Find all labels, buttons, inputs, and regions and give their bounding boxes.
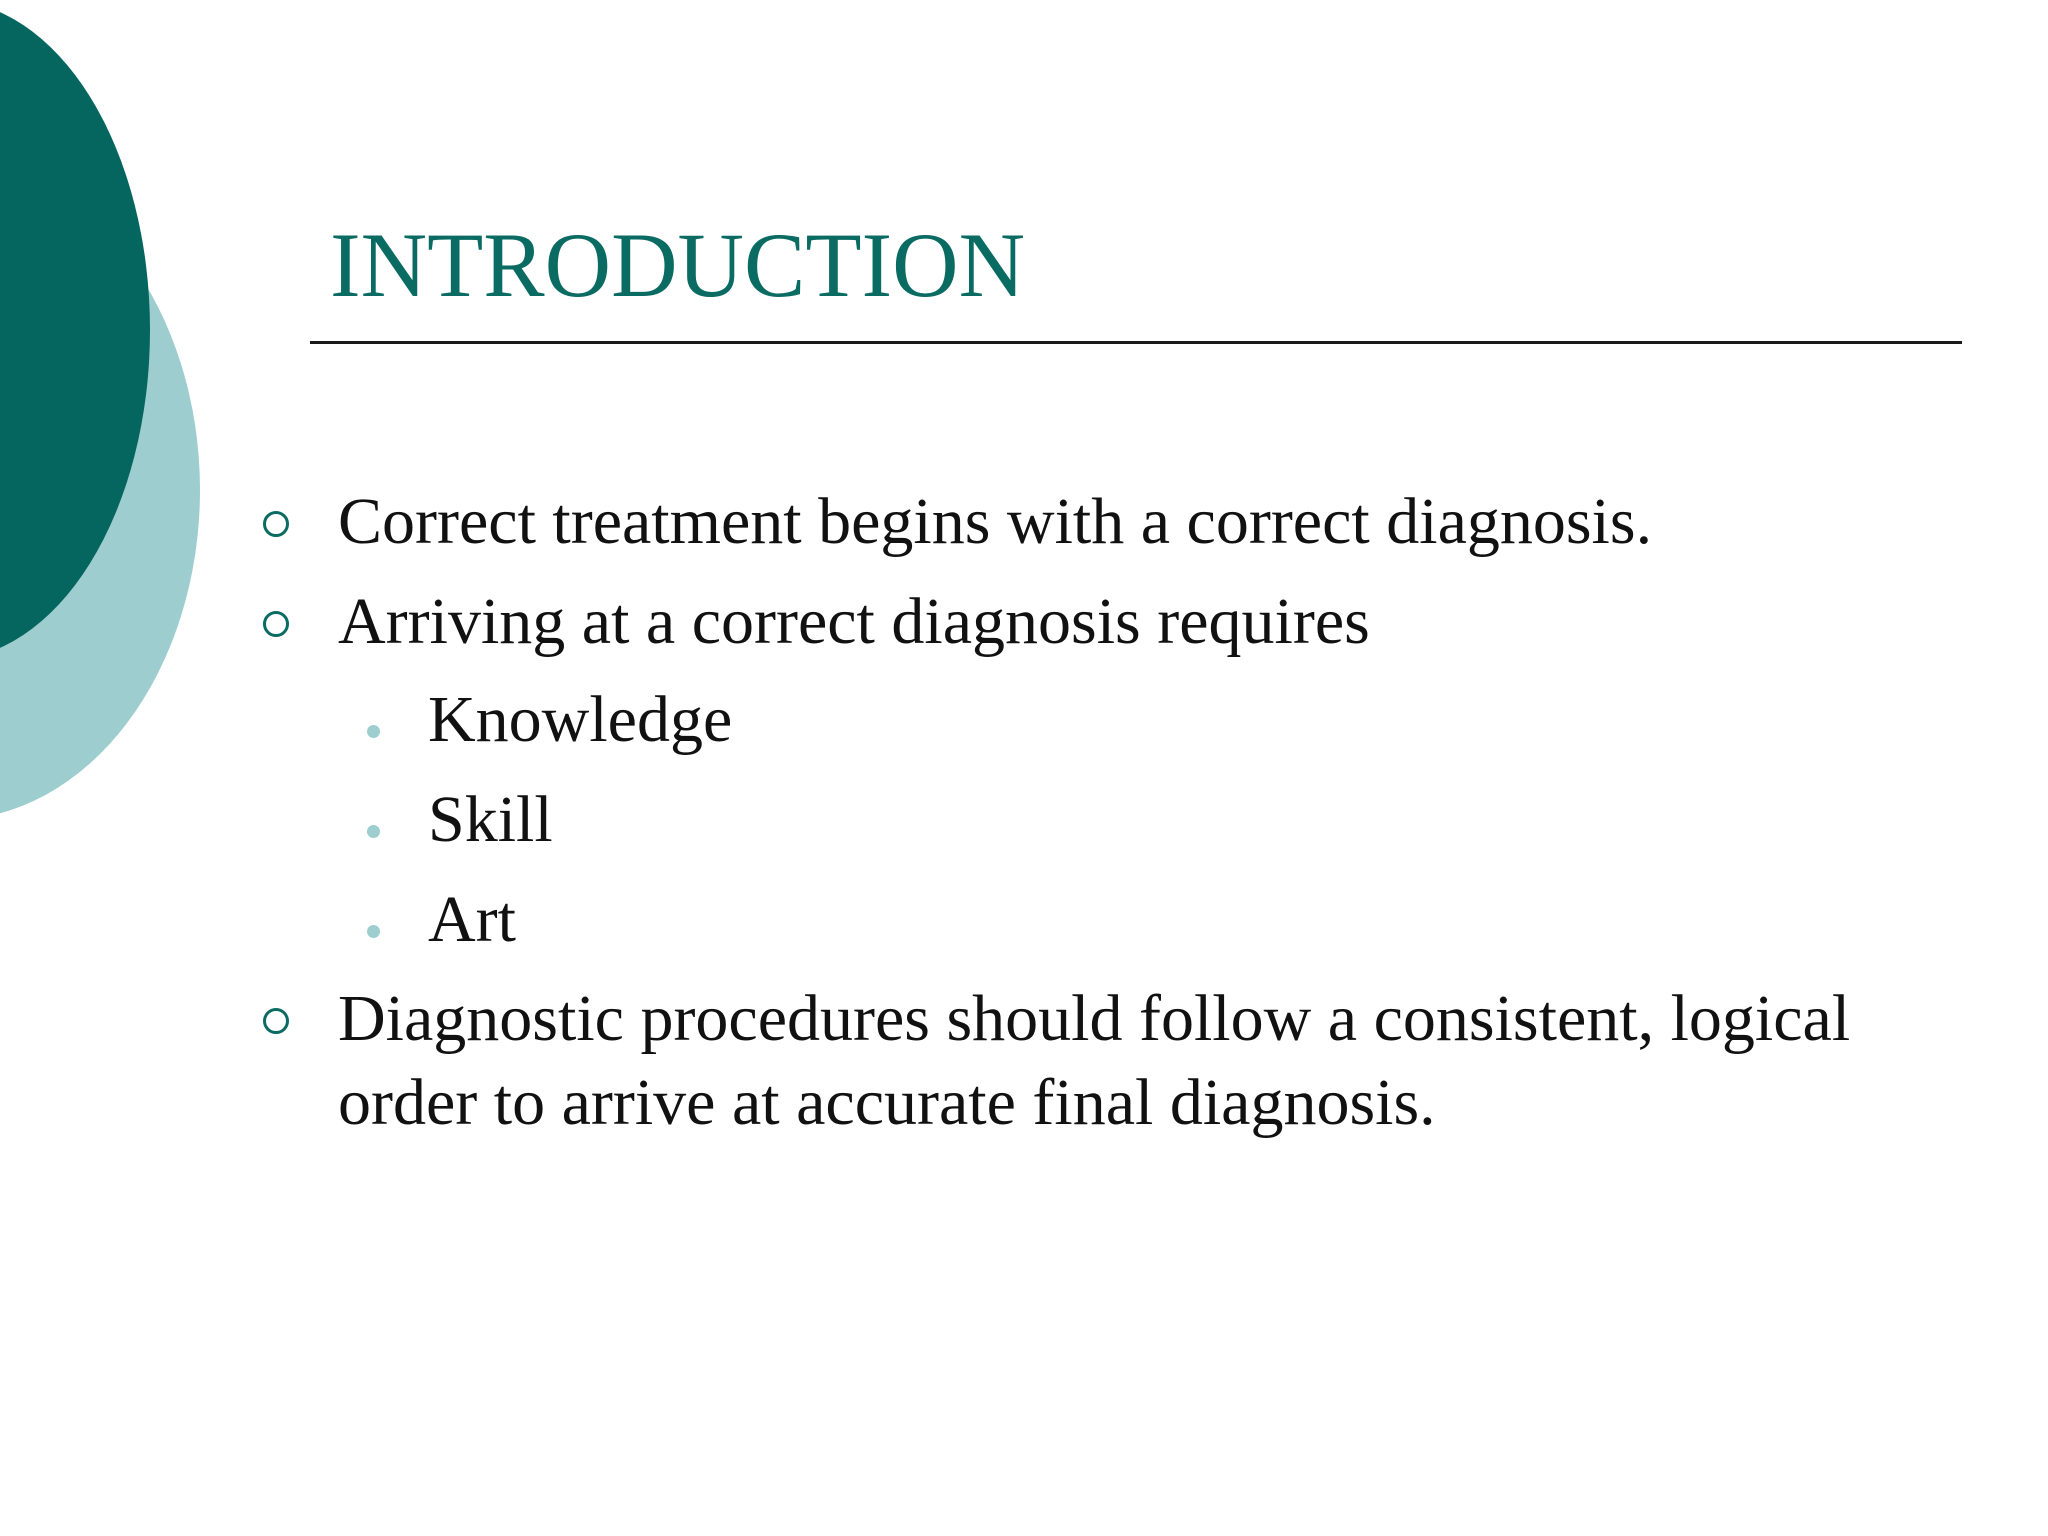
hollow-circle-bullet-icon (263, 1008, 289, 1034)
dot-bullet-icon (367, 725, 380, 738)
dot-bullet-icon (367, 925, 380, 938)
sub-bullet-item: Art (428, 883, 516, 956)
bullet-item-line-2: order to arrive at accurate final diagnosis. (338, 1066, 1436, 1139)
dot-bullet-icon (367, 825, 380, 838)
bullet-item: Arriving at a correct diagnosis requires (338, 585, 1370, 658)
sub-bullet-item: Knowledge (428, 683, 733, 756)
bullet-item: Correct treatment begins with a correct diagnosis. (338, 485, 1653, 558)
hollow-circle-bullet-icon (263, 611, 289, 637)
bullet-item-line-1: Diagnostic procedures should follow a consistent, logical (338, 982, 1851, 1055)
sub-bullet-item: Skill (428, 783, 553, 856)
slide-title: INTRODUCTION (330, 214, 1026, 316)
hollow-circle-bullet-icon (263, 511, 289, 537)
